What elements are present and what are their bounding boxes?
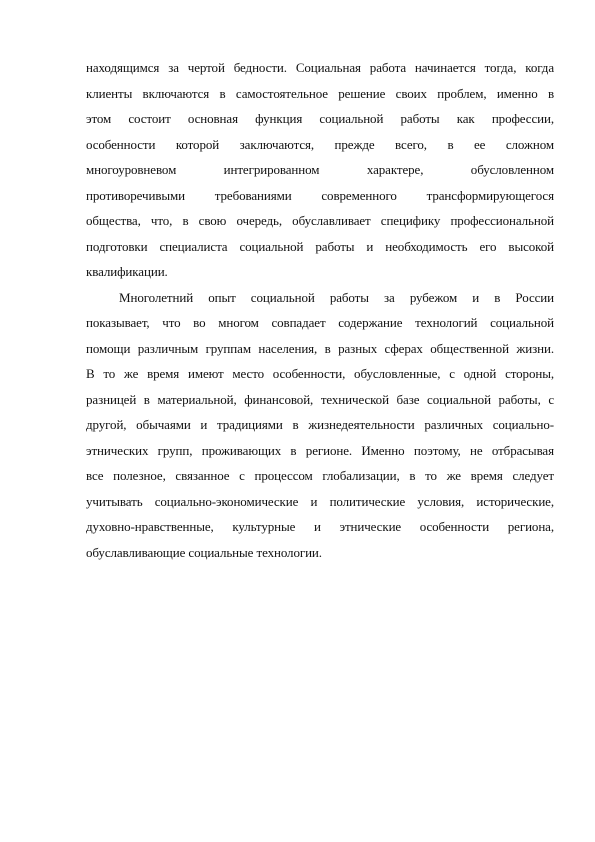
paragraph-line: помощи различным группам населения, в разных сферах общественной жизни. <box>86 340 554 356</box>
paragraph-line: разницей в материальной, финансовой, технической базе социальной работы, с <box>86 391 554 407</box>
paragraph-line: противоречивыми требованиями современного трансформирующегося <box>86 187 554 203</box>
paragraph-line: многоуровневом интегрированном характере, обусловленном <box>86 162 554 177</box>
paragraph-line: особенности которой заключаются, прежде всего, в ее сложном <box>86 136 554 152</box>
paragraph-line: другой, обычаями и традициями в жизнедеятельности различных социально- <box>86 417 554 432</box>
paragraph-line: В то же время имеют место особенности, обусловленные, с одной стороны, <box>86 366 554 381</box>
paragraph-line: квалификации. <box>86 264 168 279</box>
paragraph-line: общества, что, в свою очередь, обуславливает специфику профессиональной <box>86 213 554 228</box>
paragraph-line: подготовки специалиста социальной работы и необходимость его высокой <box>86 238 554 254</box>
paragraph-2 <box>86 285 554 566</box>
paragraph-line: этом состоит основная функция социальной работы как профессии, <box>86 111 554 126</box>
paragraph-line: обуславливающие социальные технологии. <box>86 544 322 560</box>
paragraph-line: показывает, что во многом совпадает содержание технологий социальной <box>86 315 554 330</box>
paragraph-1 <box>86 55 554 285</box>
paragraph-line: клиенты включаются в самостоятельное решение своих проблем, именно в <box>86 85 554 101</box>
paragraph-line: учитывать социально-экономические и политические условия, исторические, <box>86 493 554 509</box>
paragraph-line: этнических групп, проживающих в регионе. Именно поэтому, не отбрасывая <box>86 442 554 458</box>
paragraph-line: все полезное, связанное с процессом глобализации, в то же время следует <box>86 468 554 483</box>
document-body <box>86 55 554 565</box>
paragraph-line: духовно-нравственные, культурные и этнические особенности региона, <box>86 519 554 534</box>
paragraph-line: Многолетний опыт социальной работы за рубежом и в России <box>119 289 554 305</box>
paragraph-line: находящимся за чертой бедности. Социальная работа начинается тогда, когда <box>86 60 554 75</box>
